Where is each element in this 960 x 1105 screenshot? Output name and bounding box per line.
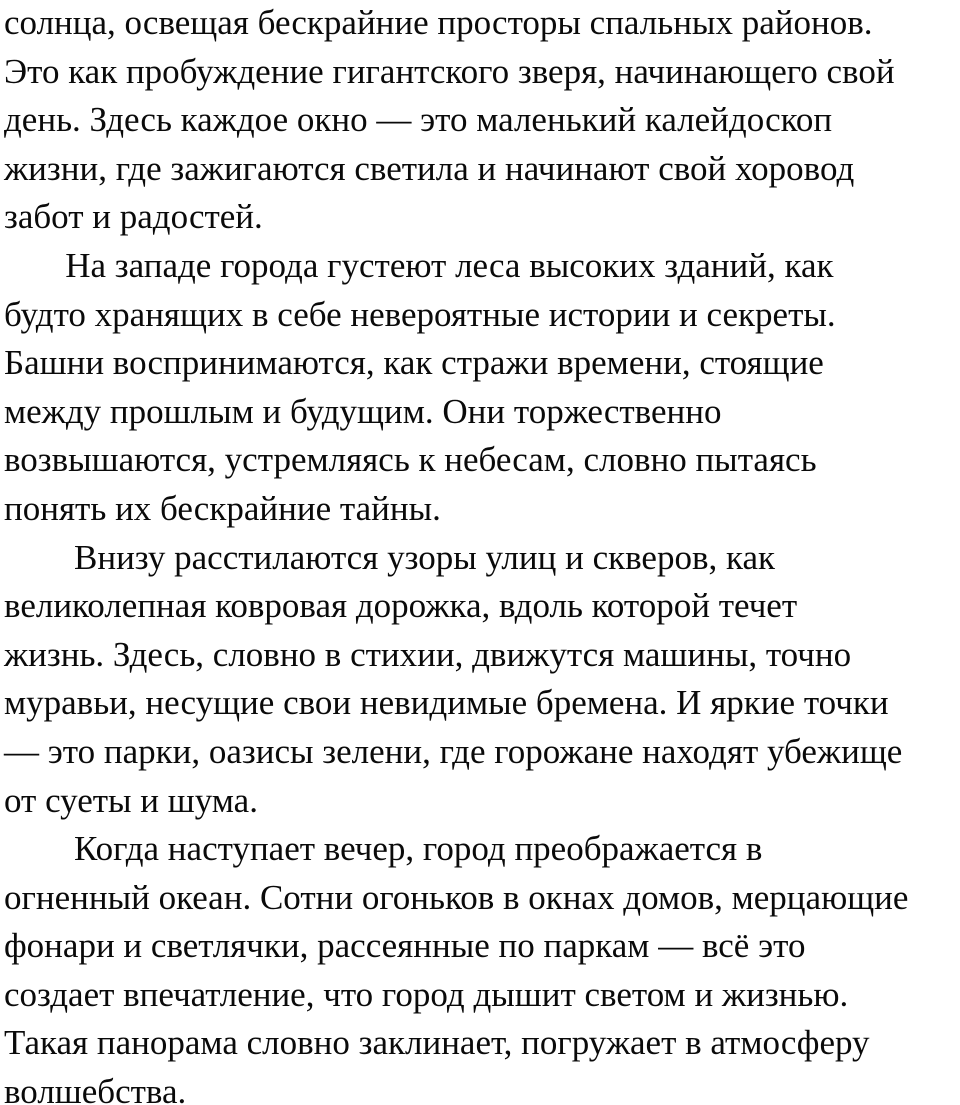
text-line: жизни, где зажигаются светила и начинают свой хоровод bbox=[4, 148, 855, 188]
text-line: забот и радостей. bbox=[4, 197, 263, 237]
text-line: Внизу расстилаются узоры улиц и скверов, как bbox=[4, 537, 776, 577]
text-line: фонари и светлячки, рассеянные по паркам — всё это bbox=[4, 926, 806, 966]
text-line: понять их бескрайние тайны. bbox=[4, 488, 441, 528]
text-line: Когда наступает вечер, город преображается в bbox=[4, 829, 763, 869]
text-line: великолепная ковровая дорожка, вдоль которой течет bbox=[4, 586, 798, 626]
text-line: день. Здесь каждое окно — это маленький калейдоскоп bbox=[4, 100, 833, 140]
text-line: Такая панорама словно заклинает, погружает в атмосферу bbox=[4, 1023, 870, 1063]
text-line: жизнь. Здесь, словно в стихии, движутся машины, точно bbox=[4, 634, 852, 674]
text-line: На западе города густеют леса высоких зданий, как bbox=[4, 245, 834, 285]
text-line: возвышаются, устремляясь к небесам, словно пытаясь bbox=[4, 440, 817, 480]
text-line: Башни воспринимаются, как стражи времени, стоящие bbox=[4, 343, 824, 383]
document-text bbox=[4, 0, 960, 1105]
text-line: будто хранящих в себе невероятные истории и секреты. bbox=[4, 294, 836, 334]
text-line: создает впечатление, что город дышит светом и жизнью. bbox=[4, 974, 849, 1014]
text-line: волшебства. bbox=[4, 1072, 187, 1105]
text-line: муравьи, несущие свои невидимые бремена. И яркие точки bbox=[4, 683, 889, 723]
text-line: — это парки, оазисы зелени, где горожане находят убежище bbox=[4, 731, 903, 771]
text-line: Это как пробуждение гигантского зверя, начинающего свой bbox=[4, 51, 895, 91]
text-line: от суеты и шума. bbox=[4, 780, 258, 820]
text-line: огненный океан. Сотни огоньков в окнах домов, мерцающие bbox=[4, 877, 909, 917]
text-line: солнца, освещая бескрайние просторы спальных районов. bbox=[4, 3, 873, 42]
text-line: между прошлым и будущим. Они торжественно bbox=[4, 391, 722, 431]
